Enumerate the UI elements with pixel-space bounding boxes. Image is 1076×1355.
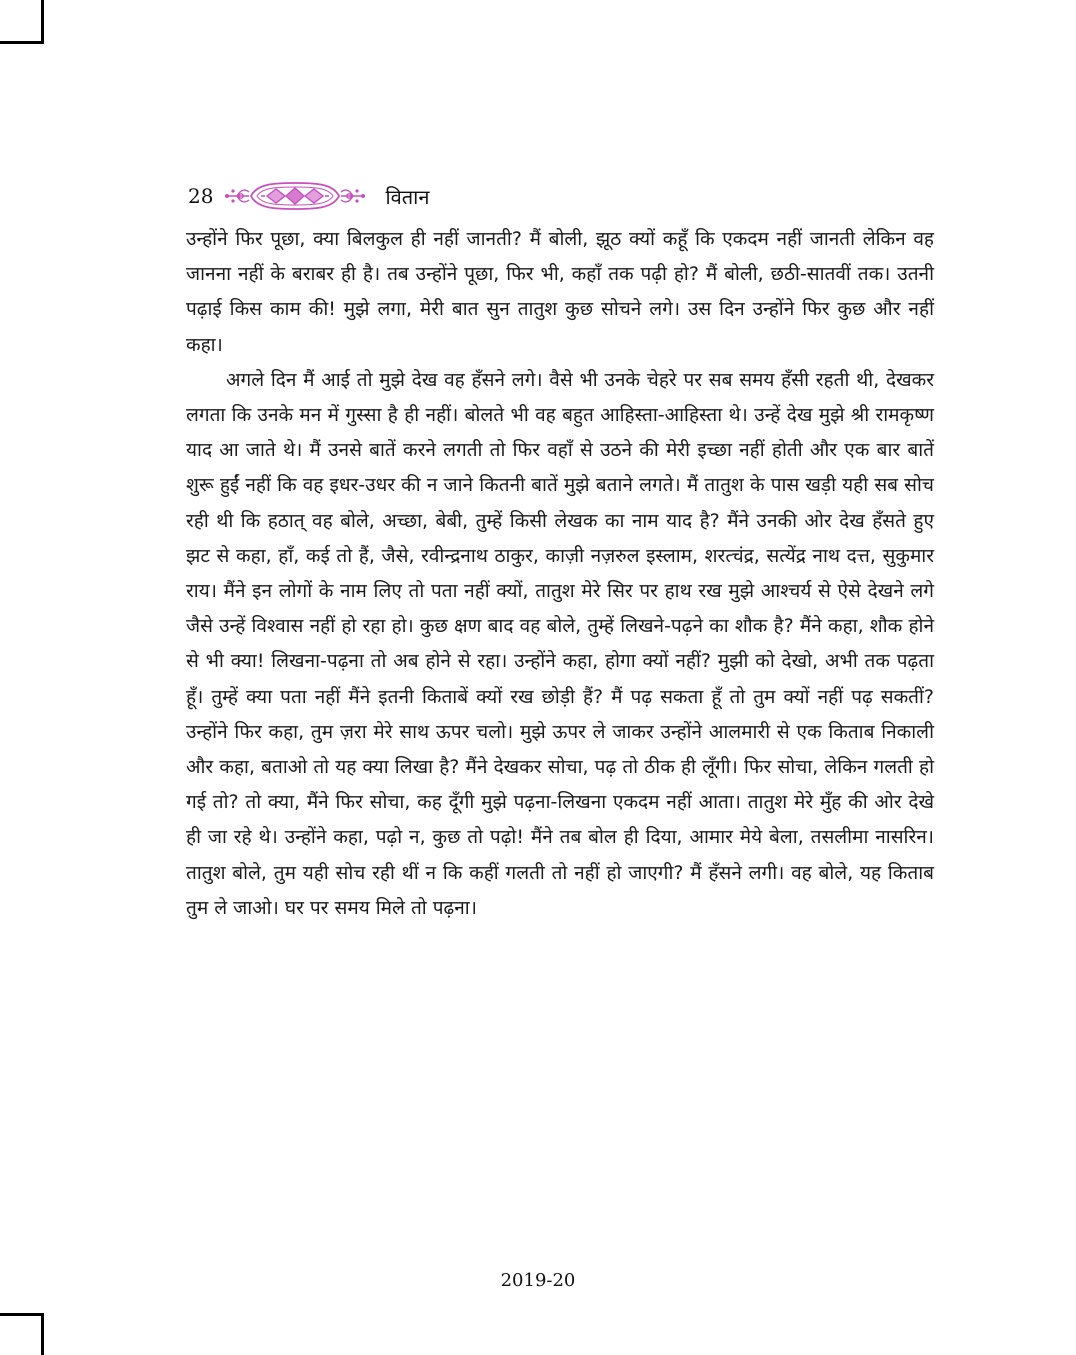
page-number: 28: [188, 184, 214, 208]
body-text: [186, 222, 934, 926]
crop-mark-bottom-left-vertical: [41, 1315, 44, 1355]
page-header: [188, 178, 429, 214]
book-title: वितान: [385, 184, 430, 209]
footer-year: 2019-20: [500, 1270, 576, 1291]
crop-mark-top-left-vertical: [41, 0, 44, 44]
crop-mark-top-left-horizontal: [0, 41, 44, 44]
paragraph-1: उन्होंने फिर पूछा, क्या बिलकुल ही नहीं जानती? मैं बोली, झूठ क्यों कहूँ कि एकदम नहीं जानती लेकिन वह जानना नहीं के बराबर ही है। तब उन्होंने पूछा, फिर भी, कहाँ तक पढ़ी हो? मैं बोली, छठी-सातवीं तक। उतनी पढ़ाई किस काम की! मुझे लगा, मेरी बात सुन तातुश कुछ सोचने लगे। उस दिन उन्होंने फिर कुछ और नहीं कहा।: [186, 228, 934, 356]
crop-mark-bottom-left-horizontal: [0, 1313, 44, 1316]
decorative-ornament-icon: [221, 180, 369, 212]
paragraph-2: अगले दिन मैं आई तो मुझे देख वह हँसने लगे। वैसे भी उनके चेहरे पर सब समय हँसी रहती थी, देखकर लगता कि उनके मन में गुस्सा है ही नहीं। बोलते भी वह बहुत आहिस्ता-आहिस्ता थे। उन्हें देख मुझे श्री रामकृष्ण याद आ जाते थे। मैं उनसे बातें करने लगती तो फिर वहाँ से उठने की मेरी इच्छा नहीं होती और एक बार बातें शुरू हुईं नहीं कि वह इधर-उधर की न जाने कितनी बातें मुझे बताने लगते। मैं तातुश के पास खड़ी यही सब सोच रही थी कि हठात् वह बोले, अच्छा, बेबी, तुम्हें किसी लेखक का नाम याद है? मैंने उनकी ओर देख हँसते हुए झट से कहा, हाँ, कई तो हैं, जैसे, रवीन्द्रनाथ ठाकुर, काज़ी नज़रुल इस्लाम, शरत्चंद्र, सत्येंद्र नाथ दत्त, सुकुमार राय। मैंने इन लोगों के नाम लिए तो पता नहीं क्यों, तातुश मेरे सिर पर हाथ रख मुझे आश्चर्य से ऐसे देखने लगे जैसे उन्हें विश्वास नहीं हो रहा हो। कुछ क्षण बाद वह बोले, तुम्हें लिखने-पढ़ने का शौक है? मैंने कहा, शौक होने से भी क्या! लिखना-पढ़ना तो अब होने से रहा। उन्होंने कहा, होगा क्यों नहीं? मुझी को देखो, अभी तक पढ़ता हूँ। तुम्हें क्या पता नहीं मैंने इतनी किताबें क्यों रख छोड़ी हैं? मैं पढ़ सकता हूँ तो तुम क्यों नहीं पढ़ सकतीं? उन्होंने फिर कहा, तुम ज़रा मेरे साथ ऊपर चलो। मुझे ऊपर ले जाकर उन्होंने आलमारी से एक किताब निकाली और कहा, बताओ तो यह क्या लिखा है? मैंने देखकर सोचा, पढ़ तो ठीक ही लूँगी। फिर सोचा, लेकिन गलती हो गई तो? तो क्या, मैंने फिर सोचा, कह दूँगी मुझे पढ़ना-लिखना एकदम नहीं आता। तातुश मेरे मुँह की ओर देखे ही जा रहे थे। उन्होंने कहा, पढ़ो न, कुछ तो पढ़ो! मैंने तब बोल ही दिया, आमार मेये बेला, तसलीमा नासरिन। तातुश बोले, तुम यही सोच रही थीं न कि कहीं गलती तो नहीं हो जाएगी? मैं हँसने लगी। वह बोले, यह किताब तुम ले जाओ। घर पर समय मिले तो पढ़ना।: [186, 368, 934, 919]
